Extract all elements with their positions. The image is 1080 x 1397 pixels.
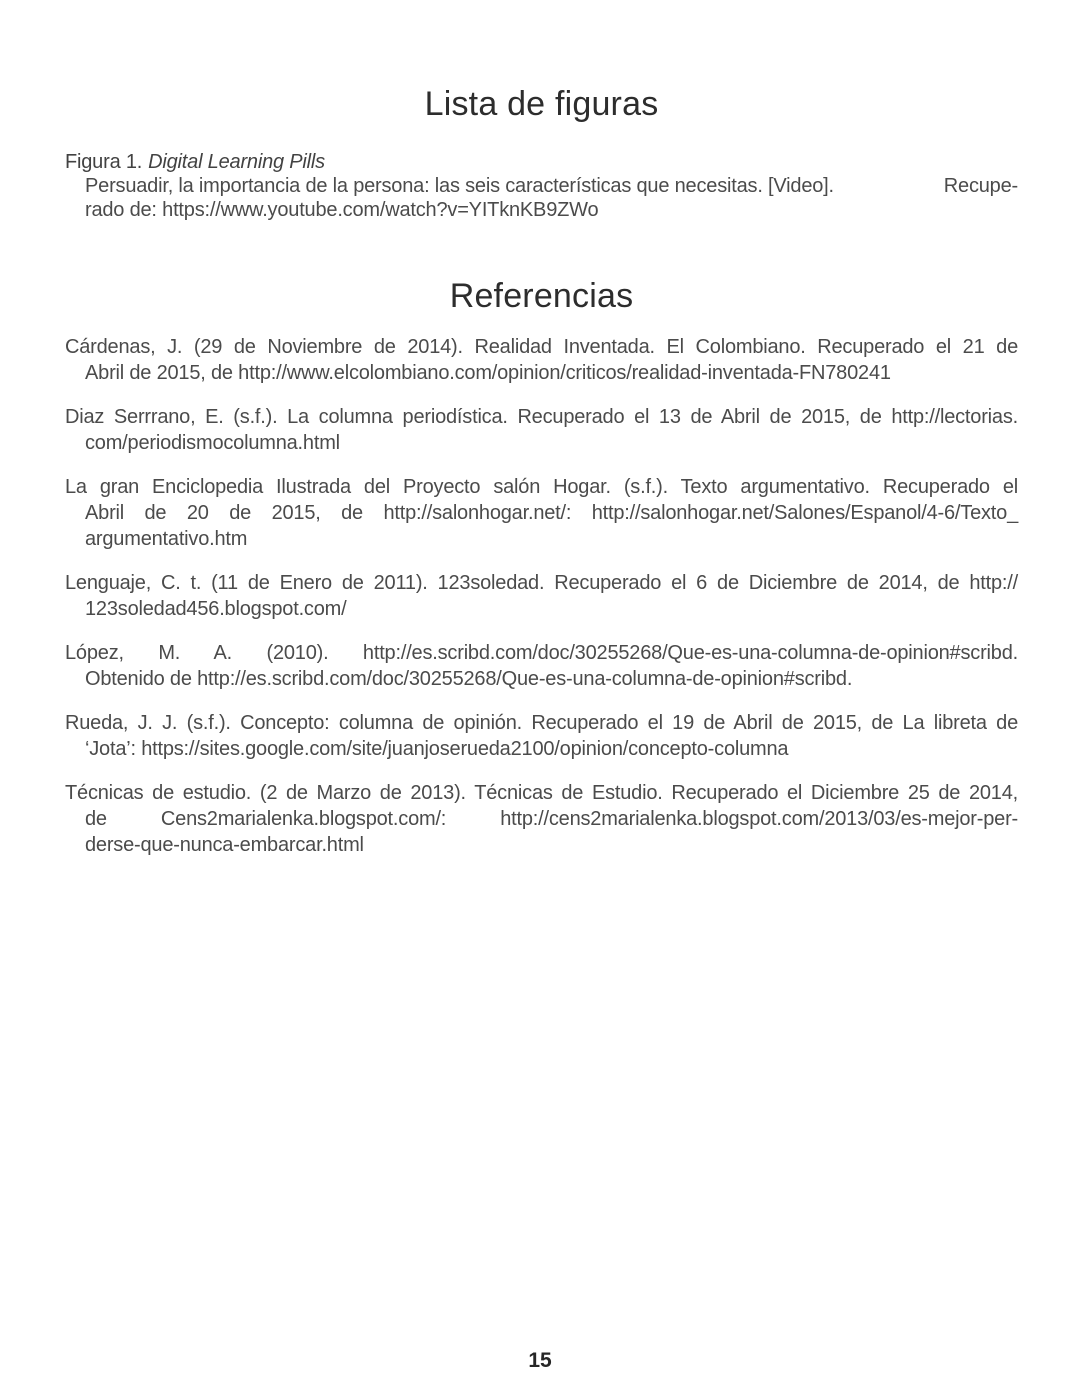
references-section-title: Referencias — [449, 277, 634, 315]
reference-line: Obtenido de http://es.scribd.com/doc/30255268/Que-es-una-columna-de-opinion#scribd. — [85, 668, 853, 690]
reference-line: Abril de 2015, de http://www.elcolombiano.com/opinion/criticos/realidad-inventada-FN780241 — [85, 362, 891, 384]
reference-line: López, M. A. (2010). http://es.scribd.com/doc/30255268/Que-es-una-columna-de-opinion#scribd. — [65, 642, 1018, 664]
reference-line: argumentativo.htm — [85, 528, 248, 550]
reference-entry — [65, 640, 1018, 692]
figure-description-line: rado de: https://www.youtube.com/watch?v=YITknKB9ZWo — [85, 199, 599, 221]
reference-line: Cárdenas, J. (29 de Noviembre de 2014). Realidad Inventada. El Colombiano. Recuperado el 21 de — [65, 336, 1018, 358]
reference-line: de Cens2marialenka.blogspot.com/: http://cens2marialenka.blogspot.com/2013/03/es-mejor-per- — [85, 808, 1018, 830]
figure-caption — [65, 150, 1018, 174]
reference-line: ‘Jota’: https://sites.google.com/site/juanjoserueda2100/opinion/concepto-columna — [85, 738, 789, 760]
figure-description-hyphen-break: Recupe- — [943, 175, 1018, 197]
reference-line: Lenguaje, C. t. (11 de Enero de 2011). 123soledad. Recuperado el 6 de Diciembre de 2014, de http:// — [65, 572, 1018, 594]
reference-entry — [65, 404, 1018, 456]
figure-description-text: Persuadir, la importancia de la persona: las seis características que necesitas. [Video]. — [85, 175, 834, 197]
reference-line: 123soledad456.blogspot.com/ — [85, 598, 347, 620]
figures-section-title: Lista de figuras — [424, 85, 659, 123]
reference-entry — [65, 474, 1018, 552]
figure-description-line — [65, 174, 1018, 198]
reference-line: Rueda, J. J. (s.f.). Concepto: columna de opinión. Recuperado el 19 de Abril de 2015, de La libreta de — [65, 712, 1018, 734]
reference-entry — [65, 334, 1018, 386]
reference-entry — [65, 780, 1018, 858]
reference-line: com/periodismocolumna.html — [85, 432, 340, 454]
page-number: 15 — [528, 1349, 552, 1372]
figure-name: Digital Learning Pills — [148, 151, 325, 173]
reference-entry — [65, 570, 1018, 622]
reference-line: Diaz Serrrano, E. (s.f.). La columna periodística. Recuperado el 13 de Abril de 2015, de http://lectorias. — [65, 406, 1018, 428]
reference-line: La gran Enciclopedia Ilustrada del Proyecto salón Hogar. (s.f.). Texto argumentativo. Recuperado el — [65, 476, 1018, 498]
reference-entry — [65, 710, 1018, 762]
reference-line: derse-que-nunca-embarcar.html — [85, 834, 364, 856]
reference-line: Técnicas de estudio. (2 de Marzo de 2013). Técnicas de Estudio. Recuperado el Diciembre 25 de 2014, — [65, 782, 1018, 804]
reference-line: Abril de 20 de 2015, de http://salonhogar.net/: http://salonhogar.net/Salones/Espanol/4-6/Texto_ — [85, 502, 1018, 524]
figure-entry — [65, 150, 1018, 222]
figure-label: Figura 1. — [65, 151, 143, 173]
